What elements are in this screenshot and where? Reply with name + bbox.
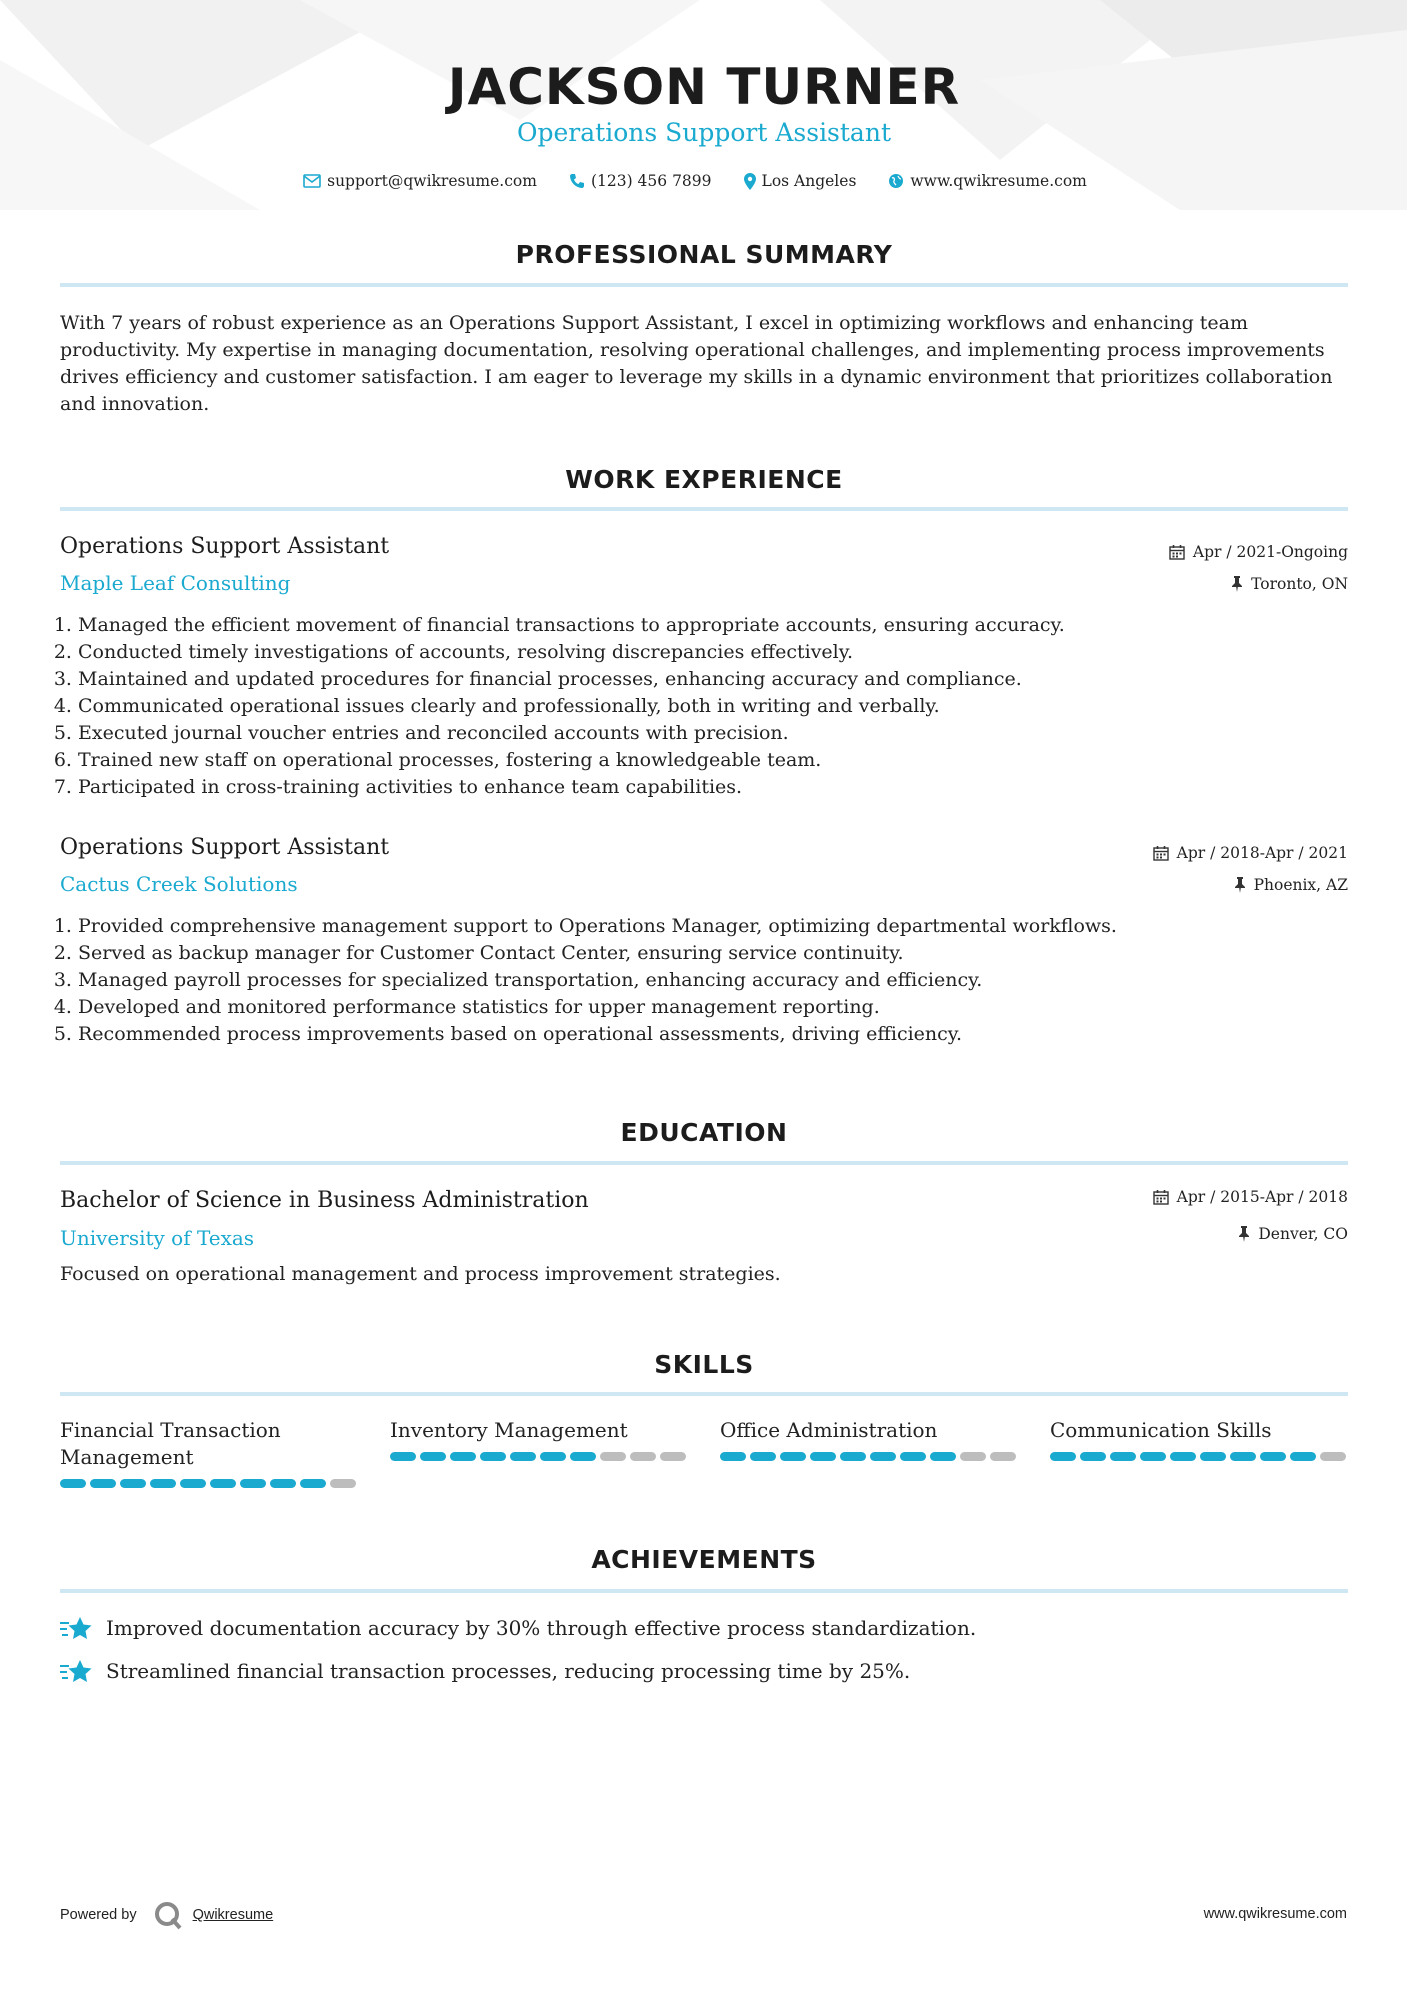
skill-dot-filled (420, 1452, 446, 1461)
skill-dot-filled (180, 1479, 206, 1488)
pushpin-icon (1234, 877, 1246, 893)
skill-dot-filled (780, 1452, 806, 1461)
skill-item (390, 1417, 690, 1461)
list-item: 4. Communicated operational issues clearly and professionally, both in writing and verbally. (78, 693, 1348, 720)
list-item: 3. Managed payroll processes for specialized transportation, enhancing accuracy and efficiency. (78, 967, 1348, 994)
contact-email[interactable]: support@qwikresume.com (303, 172, 537, 190)
skill-dot-filled (480, 1452, 506, 1461)
skill-dot-filled (810, 1452, 836, 1461)
education-location: Denver, CO (1238, 1225, 1348, 1243)
skill-dot-empty (600, 1452, 626, 1461)
skill-dot-empty (990, 1452, 1016, 1461)
contact-website[interactable]: www.qwikresume.com (888, 172, 1086, 190)
job-company: Maple Leaf Consulting (60, 571, 291, 595)
job-company: Cactus Creek Solutions (60, 872, 298, 896)
skill-dot-filled (1260, 1452, 1286, 1461)
skill-dot-filled (1200, 1452, 1226, 1461)
list-item: 6. Trained new staff on operational processes, fostering a knowledgeable team. (78, 747, 1348, 774)
skill-dot-filled (270, 1479, 296, 1488)
skill-dot-filled (870, 1452, 896, 1461)
star-icon (60, 1614, 92, 1642)
list-item: 3. Maintained and updated procedures for financial processes, enhancing accuracy and compliance. (78, 666, 1348, 693)
skill-dot-filled (1290, 1452, 1316, 1461)
skill-dot-filled (900, 1452, 926, 1461)
skill-dot-filled (300, 1479, 326, 1488)
skill-dot-filled (240, 1479, 266, 1488)
envelope-icon (303, 174, 321, 188)
achievements-divider (60, 1589, 1348, 1593)
skill-dot-filled (1230, 1452, 1256, 1461)
job-title: Operations Support Assistant (60, 835, 390, 860)
skill-dot-filled (930, 1452, 956, 1461)
skills-heading: SKILLS (654, 1350, 754, 1379)
list-item: 5. Recommended process improvements based on operational assessments, driving efficiency. (78, 1021, 1348, 1048)
skill-dot-filled (90, 1479, 116, 1488)
job-date: Apr / 2021-Ongoing (1169, 543, 1348, 561)
contact-location: Los Angeles (744, 172, 857, 190)
experience-divider (60, 507, 1348, 511)
job-title: Operations Support Assistant (60, 534, 390, 559)
skill-dot-filled (510, 1452, 536, 1461)
candidate-name: JACKSON TURNER (447, 58, 961, 116)
achievement-item: Improved documentation accuracy by 30% through effective process standardization. (60, 1614, 976, 1642)
skill-level-bar (1050, 1452, 1350, 1461)
skill-dot-filled (540, 1452, 566, 1461)
job-responsibilities (60, 913, 1348, 1048)
list-item: 1. Managed the efficient movement of financial transactions to appropriate accounts, ensuring accuracy. (78, 612, 1348, 639)
education-divider (60, 1161, 1348, 1165)
pushpin-icon (1231, 576, 1243, 592)
education-date: Apr / 2015-Apr / 2018 (1153, 1188, 1348, 1206)
skill-name: Inventory Management (390, 1418, 628, 1442)
contact-bar (60, 172, 1348, 190)
qwikresume-link[interactable]: Qwikresume (192, 1907, 274, 1923)
skill-name: Financial Transaction Management (60, 1418, 281, 1469)
skill-dot-filled (720, 1452, 746, 1461)
education-school: University of Texas (60, 1226, 255, 1250)
phone-icon (569, 173, 585, 189)
skill-dot-filled (1110, 1452, 1136, 1461)
job-responsibilities (60, 612, 1348, 801)
skill-item (720, 1417, 1020, 1461)
skill-level-bar (60, 1479, 360, 1488)
summary-text: With 7 years of robust experience as an Operations Support Assistant, I excel in optimizing workflows and enhancing team productivity. My expertise in managing documentation, resolving operational challenges, and implementing process improvements drives efficiency and customer satisfaction. I am eager to leverage my skills in a dynamic environment that prioritizes collaboration and innovation. (60, 312, 1333, 415)
qwikresume-logo-icon (153, 1900, 183, 1930)
education-heading: EDUCATION (620, 1118, 788, 1147)
achievements-heading: ACHIEVEMENTS (591, 1545, 817, 1574)
job-date: Apr / 2018-Apr / 2021 (1153, 844, 1348, 862)
candidate-title: Operations Support Assistant (517, 118, 891, 147)
list-item: 4. Developed and monitored performance statistics for upper management reporting. (78, 994, 1348, 1021)
summary-divider (60, 283, 1348, 287)
footer-powered-by: Powered by Qwikresume (60, 1900, 273, 1930)
summary-heading: PROFESSIONAL SUMMARY (515, 240, 893, 269)
list-item: 7. Participated in cross-training activities to enhance team capabilities. (78, 774, 1348, 801)
skill-dot-empty (330, 1479, 356, 1488)
skill-dot-empty (1320, 1452, 1346, 1461)
skill-dot-empty (630, 1452, 656, 1461)
pushpin-icon (1238, 1226, 1250, 1242)
job-location: Toronto, ON (1231, 575, 1348, 593)
star-icon (60, 1657, 92, 1685)
calendar-icon (1169, 544, 1185, 560)
footer-website[interactable]: www.qwikresume.com (1203, 1906, 1347, 1922)
skill-item (1050, 1417, 1350, 1461)
list-item: 5. Executed journal voucher entries and reconciled accounts with precision. (78, 720, 1348, 747)
skill-dot-filled (150, 1479, 176, 1488)
globe-icon (888, 173, 904, 189)
list-item: 1. Provided comprehensive management support to Operations Manager, optimizing departmental workflows. (78, 913, 1348, 940)
map-pin-icon (744, 173, 756, 190)
skill-level-bar (390, 1452, 690, 1461)
skill-dot-filled (570, 1452, 596, 1461)
education-degree: Bachelor of Science in Business Administration (60, 1188, 589, 1213)
skill-dot-empty (660, 1452, 686, 1461)
contact-phone[interactable]: (123) 456 7899 (569, 172, 712, 190)
list-item: 2. Conducted timely investigations of accounts, resolving discrepancies effectively. (78, 639, 1348, 666)
skill-dot-filled (390, 1452, 416, 1461)
skill-dot-filled (60, 1479, 86, 1488)
skill-dot-filled (750, 1452, 776, 1461)
skill-dot-filled (840, 1452, 866, 1461)
list-item: 2. Served as backup manager for Customer Contact Center, ensuring service continuity. (78, 940, 1348, 967)
skill-dot-filled (450, 1452, 476, 1461)
calendar-icon (1153, 845, 1169, 861)
skill-level-bar (720, 1452, 1020, 1461)
achievement-item: Streamlined financial transaction processes, reducing processing time by 25%. (60, 1657, 910, 1685)
skill-dot-filled (1080, 1452, 1106, 1461)
skill-item (60, 1417, 360, 1488)
job-location: Phoenix, AZ (1234, 876, 1348, 894)
skill-dot-empty (960, 1452, 986, 1461)
skill-dot-filled (120, 1479, 146, 1488)
skill-dot-filled (1050, 1452, 1076, 1461)
experience-heading: WORK EXPERIENCE (565, 465, 843, 494)
skill-dot-filled (1170, 1452, 1196, 1461)
skill-dot-filled (210, 1479, 236, 1488)
skill-name: Communication Skills (1050, 1418, 1272, 1442)
calendar-icon (1153, 1189, 1169, 1205)
skill-name: Office Administration (720, 1418, 938, 1442)
education-description: Focused on operational management and process improvement strategies. (60, 1263, 781, 1285)
skills-divider (60, 1392, 1348, 1396)
skill-dot-filled (1140, 1452, 1166, 1461)
